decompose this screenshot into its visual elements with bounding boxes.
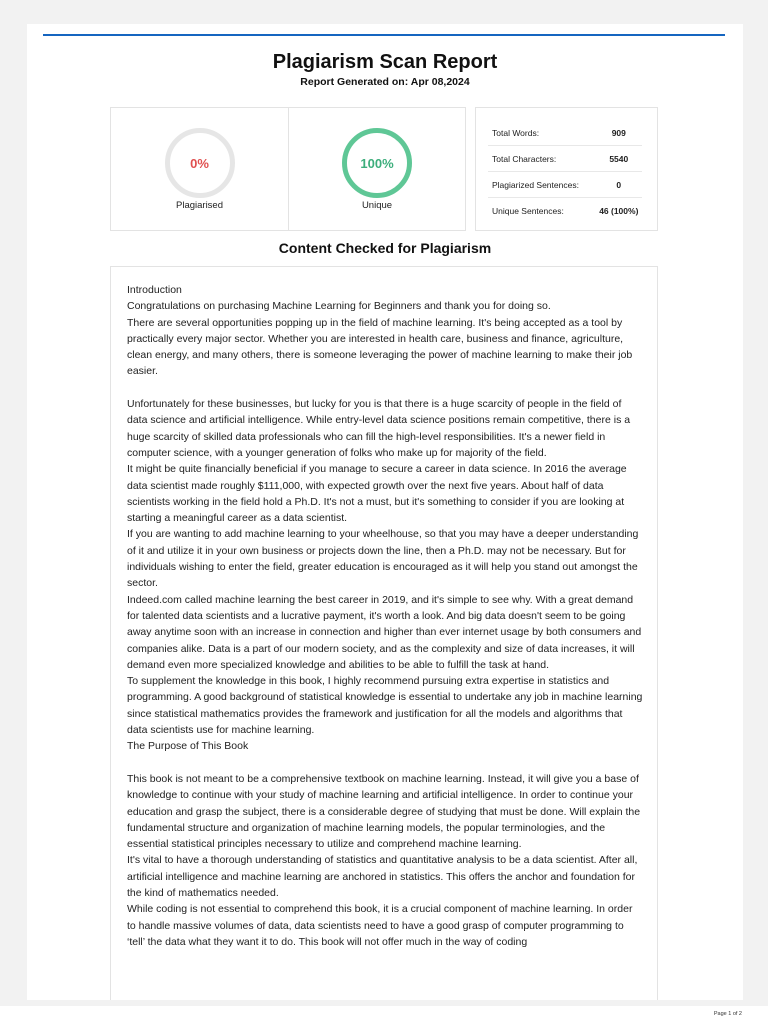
stat-value: 0 [596, 172, 642, 198]
content-paragraph: To supplement the knowledge in this book, I highly recommend pursuing extra expertise in statistics and programming. A good background of statistical knowledge is essential to undertake any job in machine learning since statistical mathematics provides the framework and justification for all the models and algorithms that data scientists use for machine learning. [127, 675, 643, 737]
stat-row [488, 146, 642, 172]
stat-value: 909 [596, 120, 642, 146]
statistics-box [475, 107, 658, 231]
content-paragraph: Introduction [127, 284, 182, 296]
statistics-table [488, 120, 642, 223]
plagiarised-percent: 0% [190, 155, 209, 171]
content-paragraph: It might be quite financially beneficial if you manage to secure a career in data science. In 2016 the average data scientist made roughly $111,000, with expected growth over the next five years. About half of data scientists working in the field hold a Ph.D. It's not a must, but it's something to consider if you are looking at starting a meaningful career as a data scientist. [127, 463, 627, 525]
footer-strip [0, 1006, 768, 1024]
plagiarised-label: Plagiarised [176, 200, 223, 211]
stat-label: Plagiarized Sentences: [488, 172, 596, 198]
stat-value: 46 (100%) [599, 205, 639, 216]
content-paragraph: If you are wanting to add machine learning to your wheelhouse, so that you may have a deeper understanding of it and utilize it in your own business or projects down the line, then a Ph.D. may not be necessary. But for individuals wishing to enter the field, greater education is encouraged as it will help you stand out amongst the sector. [127, 528, 639, 590]
report-generated-date: Report Generated on: Apr 08,2024 [300, 76, 470, 88]
content-paragraph: While coding is not essential to comprehend this book, it is a crucial component of machine learning. In order to handle massive volumes of data, data scientists need to have a good grasp of computer programming to ‘tell’ the data what they want it to do. This book will not offer much in the way of coding [127, 903, 633, 948]
checked-content-text [127, 282, 643, 950]
report-page [27, 24, 743, 1000]
plagiarised-ring [165, 128, 235, 198]
page-number: Page 1 of 2 [713, 1011, 742, 1017]
content-paragraph: There are several opportunities popping up in the field of machine learning. It's being accepted as a tool by practically every major sector. Whether you are interested in health care, business and finance, agriculture, clean energy, and many others, there is someone leveraging the power of machine learning to make their job easier. [127, 316, 633, 378]
stat-row [488, 172, 642, 198]
report-title: Plagiarism Scan Report [272, 51, 498, 73]
content-subheading: The Purpose of This Book [127, 740, 249, 753]
stat-label: Total Characters: [488, 146, 596, 172]
stat-label: Total Words: [488, 120, 596, 146]
top-accent-rule [43, 34, 725, 36]
content-paragraph: Indeed.com called machine learning the best career in 2019, and it's simple to see why. With a great demand for talented data scientists and a lucrative payment, it's worth a look. And big data doesn't seem to be going away anytime soon with an increase in connection and higher than ever internet usage by both consumers and companies alike. Data is a part of our modern society, and as the complexity and size of data increases, it will demand even more specialized knowledge and abilities to be able to fulfill the task at hand. [127, 593, 642, 671]
content-paragraph: This book is not meant to be a comprehensive textbook on machine learning. Instead, it will give you a base of knowledge to continue with your study of machine learning and artificial intelligence. In order to continue your education and grasp the subject, there is a considerable degree of studying that must be done. Will explain the fundamental structure and organization of machine learning models, the popular terminologies, and the essential statistical principles necessary to utilize and comprehend machine learning. [127, 772, 641, 851]
content-heading: Content Checked for Plagiarism [278, 240, 492, 256]
unique-ring [342, 128, 412, 198]
plagiarised-summary-box [110, 107, 289, 231]
content-paragraph: Congratulations on purchasing Machine Learning for Beginners and thank you for doing so. [127, 300, 551, 313]
unique-summary-box [288, 107, 466, 231]
checked-content-box [110, 266, 658, 1000]
unique-percent: 100% [360, 155, 394, 171]
stat-value: 5540 [596, 146, 642, 172]
content-paragraph: It's vital to have a thorough understanding of statistics and quantitative analysis to be a data scientist. After all, artificial intelligence and machine learning are anchored in statistics. This offers the anchor and foundation for the kind of mathematics needed. [127, 854, 638, 899]
unique-label: Unique [361, 200, 393, 211]
stat-label: Unique Sentences: [492, 205, 564, 216]
content-paragraph: Unfortunately for these businesses, but lucky for you is that there is a huge scarcity of people in the field of data science and artificial intelligence. While entry-level data science positions remain competitive, there is a huge scarcity of skilled data professionals who can fill the high-level responsibilities. It's a newer field in computer science, with a younger generation of folks who make up for majority of the field. [127, 398, 631, 459]
stat-row [488, 198, 642, 224]
stat-row [488, 120, 642, 146]
